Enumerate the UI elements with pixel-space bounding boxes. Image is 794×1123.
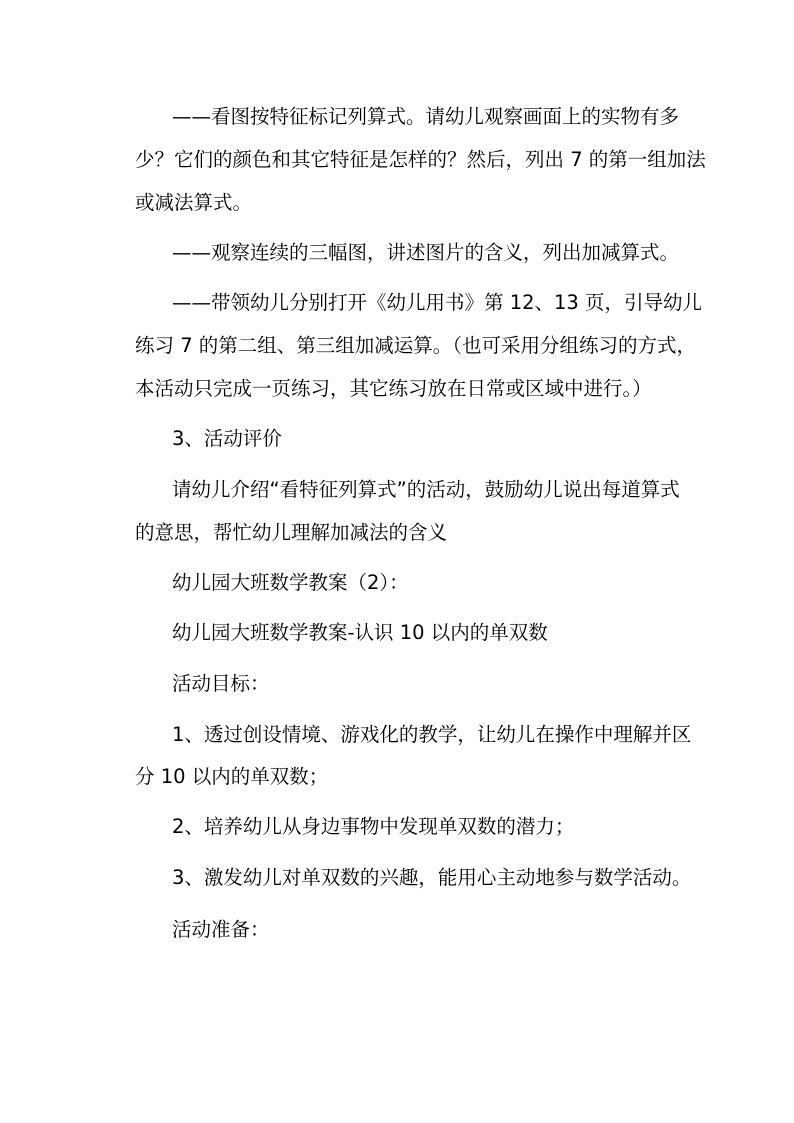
- text-line: ——带领幼儿分别打开《幼儿用书》第 12、13 页，引导幼儿: [172, 291, 703, 314]
- lesson-title: 幼儿园大班数学教案-认识 10 以内的单双数: [172, 621, 548, 644]
- text-line: 或减法算式。: [135, 191, 253, 214]
- text-line: 少？它们的颜色和其它特征是怎样的？然后，列出 7 的第一组加法: [135, 148, 706, 171]
- section-heading: 幼儿园大班数学教案（2）：: [172, 571, 409, 594]
- text-line: ——看图按特征标记列算式。请幼儿观察画面上的实物有多: [172, 105, 680, 128]
- section-heading: 3、活动评价: [172, 427, 282, 450]
- text-line: 3、激发幼儿对单双数的兴趣，能用心主动地参与数学活动。: [172, 866, 692, 889]
- text-line: 请幼儿介绍“看特征列算式”的活动，鼓励幼儿说出每道算式: [172, 478, 680, 501]
- section-heading: 活动目标：: [172, 672, 270, 695]
- text-line: 的意思，帮忙幼儿理解加减法的含义: [135, 521, 448, 544]
- text-line: 本活动只完成一页练习，其它练习放在日常或区域中进行。）: [135, 377, 652, 400]
- section-heading: 活动准备：: [172, 918, 270, 941]
- text-line: 练习 7 的第二组、第三组加减运算。（也可采用分组练习的方式，: [135, 334, 697, 357]
- text-line: 2、培养幼儿从身边事物中发现单双数的潜力；: [172, 815, 575, 838]
- text-line: 1、透过创设情境、游戏化的教学，让幼儿在操作中理解并区: [172, 723, 692, 746]
- text-line: ——观察连续的三幅图，讲述图片的含义，列出加减算式。: [172, 241, 680, 264]
- text-line: 分 10 以内的单双数；: [135, 765, 329, 788]
